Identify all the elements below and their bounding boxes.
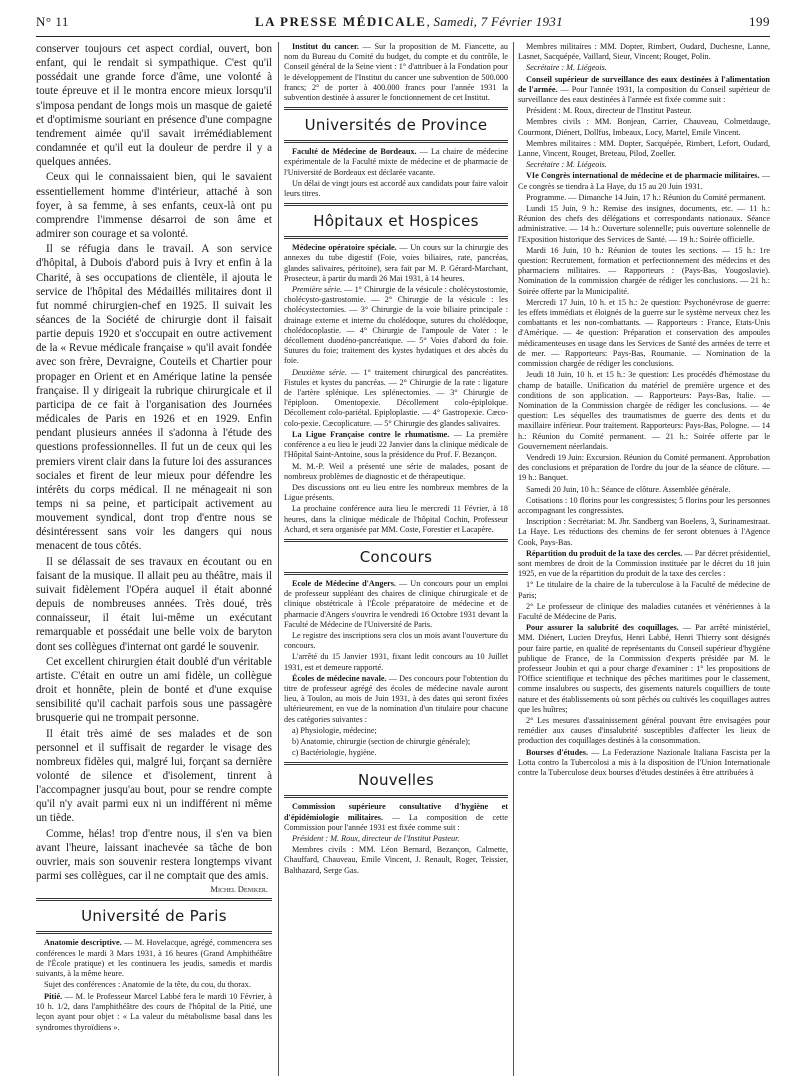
section-rule [284, 762, 508, 765]
notice-title: Anatomie descriptive. [44, 938, 122, 948]
notice-title: Faculté de Médecine de Bordeaux. [292, 147, 417, 157]
notice-title: Ecole de Médecine d'Angers. [292, 578, 396, 588]
notice-text: Le registre des inscriptions sera clos un mois avant l'ouverture du concours. [284, 630, 508, 651]
notice-text: Des discussions ont eu lieu entre les nombreux membres de la Ligue présents. [284, 482, 508, 503]
notice-text: — Par décret présidentiel, sont membres de droit de la Commission instituée par le décret du 18 juin 1925, en vue de la répartition du produit de la taxe des cercles : [518, 548, 770, 579]
notice-anatomie [36, 938, 272, 979]
notice-text: — La chaire de médecine expérimentale de la Faculté mixte de médecine et de pharmacie de l'Université de Bordeaux est déclarée vacante. [284, 147, 508, 177]
notice-coquillages [518, 623, 770, 715]
notice-title: Écoles de médecine navale. [292, 673, 387, 683]
column-1 [36, 42, 272, 1076]
notice-text: — M. Hovelacque, agrégé, commencera ses conférences le mardi 3 Mars 1931, à 16 heures (Grand Amphithéâtre de l'École pratique) et les continuera les jeudis, samedis et mardis suivants, à la même heure. [36, 938, 272, 979]
section-title-concours: Concours [359, 547, 433, 566]
notice-text: Programme. — Dimanche 14 Juin, 17 h.: Réunion du Comité permanent. [526, 192, 766, 202]
notice-text: — Un cours sur la chirurgie des annexes du tube digestif (Foie, voies biliaires, rate, pancréas, glandes salivaires, péritoine), sera fait par M. P. Gérard-Marchant, Prosecteur, à partir du mardi 26 Mai 1931, à 14 heures. [284, 243, 508, 283]
notice-text: Secrétaire : M. Liégeois. [526, 63, 607, 73]
notice-text: — Par arrêté ministériel, MM. Diénert, Lucien Dreyfus, Henri Labbé, Henri Thierry sont désignés pour faire partie, en qualité de représentants du Conseil supérieur d'hygiène publique de France, de la Commission d'experts présidée par M. le professeur Joubin et qui a pour charge d'examiner : 1° les propositions de l'Office scientifique et technique des pêches maritimes pour le classement, comme insalubres ou suspects, des gisements naturels coquilliers de toute nature et des établissements où sont pêchés ou cultivés les coquillages autres que les huîtres; [518, 623, 770, 714]
list-item: 1° Le titulaire de la chaire de la tuberculose à la Faculté de médecine de Paris; [518, 580, 770, 600]
notice-congres [518, 171, 770, 191]
notice-text: — M. le Professeur Marcel Labbé fera le mardi 10 Février, à 10 h. 1/2, dans l'amphithéâtre des cours de l'hôpital de la Pitié, une leçon ayant pour objet : « La valeur du métabolisme basal dans les syndromes thyroïdiens ». [36, 991, 272, 1032]
page-header [36, 14, 770, 36]
notice-text: Samedi 20 Juin, 10 h.: Séance de clôture. Assemblée générale. [526, 484, 731, 494]
list-item: b) Anatomie, chirurgie (section de chirurgie générale); [292, 736, 471, 746]
column-rule-1 [278, 42, 279, 1076]
notice-navale [284, 674, 508, 725]
notice-text: — Sur la proposition de M. Fiancette, au nom du Bureau du Comité du budget, du compte et du contrôle, le Conseil général de la Seine vient : 1° d'attribuer à la Fondation pour le développement de l'Institut du cancer une subvention de 500.000 francs; 2° de porter à 400.000 francs pour l'année 1931 la subvention destinée à assurer le fonctionnement de cet Institut. [284, 42, 508, 103]
notice-title: Commission supérieure consultative d'hygiène et d'épidémiologie militaires. [284, 802, 508, 822]
notice-text: Membres militaires : MM. Dopter, Sacquépée, Rimbert, Lefort, Oudard, Lanne, Vincent, Rouget, Breteau, Pilod, Zoeller. [518, 138, 770, 159]
section-rule [284, 539, 508, 542]
notice-ligue [284, 430, 508, 461]
list-item: 2° Les mesures d'assainissement général pouvant être envisagées pour remédier aux causes d'insalubrité susceptibles d'affecter les lieux de production des coquillages destinés à la consommation. [518, 716, 770, 746]
section-rule [284, 107, 508, 110]
header-rule [36, 36, 770, 37]
notice-text: Un délai de vingt jours est accordé aux candidats pour faire valoir leurs titres. [284, 178, 508, 199]
notice-cancer [284, 42, 508, 103]
notice-text: — Pour l'année 1931, la composition du Conseil supérieur de surveillance des eaux destinées à l'armée est fixée comme suit : [518, 84, 770, 105]
column-2 [284, 42, 508, 1076]
list-item: c) Bactériologie, hygiène. [292, 748, 377, 758]
section-rule [284, 203, 508, 206]
notice-text: L'arrêté du 15 Janvier 1931, fixant ledit concours au 10 Juillet 1931, est et demeure rapporté. [284, 652, 508, 672]
notice-text: — Des concours pour l'obtention du titre de professeur agrégé des écoles de médecine navale auront lieu, à Toulon, au mois de Juin 1931, à des dates qui seront fixées ultérieurement, en vue de la nomination d'un titulaire pour chacune des catégories suivantes : [284, 673, 508, 724]
notice-title: Pour assurer la salubrité des coquillages. [526, 623, 679, 633]
notice-bourses [518, 748, 770, 779]
obituary-paragraph: Il se délassait de ses travaux en écoutant ou en faisant de la musique. Il allait peu au théâtre, mais il suivait fidèlement l'Opéra auquel il était abonné depuis de nombreuses années. Très doué, très connaisseur, il était lui-même un exécutant remarquable et possédait une belle voix de baryton dont ses collègues d'internat ont gardé le souvenir. [36, 555, 272, 653]
notice-text: M. M.-P. Weil a présenté une série de malades, posant de nombreux problèmes de diagnostic et de thérapeutique. [284, 461, 508, 481]
notice-pitie [36, 992, 272, 1033]
section-rule [284, 236, 508, 239]
notice-text: Vendredi 19 Juin: Excursion. Réunion du Comité permanent. Approbation des conclusions et préparation de l'ordre du jour de la séance de clôture. — 19 h.: Banquet. [518, 452, 770, 483]
notice-title: Conseil supérieur de surveillance des eaux destinées à l'alimentation de l'armée. [518, 74, 770, 94]
column-rule-2 [513, 42, 514, 1076]
section-title-hopitaux: Hôpitaux et Hospices [313, 212, 479, 231]
notice-text: Lundi 15 Juin, 9 h.: Remise des insignes, documents, etc. — 11 h.: Réunion des chefs des délégations et correspondants nationaux. Séance administrative. — 14 h.: Ouverture solennelle; puis ouverture solennelle de l'Exposition historique des Services de Santé. — 19 h.: Soirée officielle. [518, 204, 770, 244]
notice-text: Président : M. Roux, directeur de l'Institut Pasteur. [292, 833, 460, 843]
obituary-paragraph: Il se réfugia dans le travail. A son service d'hôpital, à Dubois d'abord puis à Ivry et enfin à la Charité, à ses occupations de clientèle, il ajouta le service de l'hôpital des Médaillés militaires dont il fut nommé chirurgien-chef en 1925. Il suivait les séances de la Société de chirurgie dont il faisait partie depuis 1920 et s'occupait en outre activement de la « Revue médicale française » qu'il avait fondée avec son frère, Devraigne, Couteils et Chartier pour propager en Orient et en Amérique latine la pensée française. Il y dirigeait la rubrique chirurgicale et il participa de ce fait à l'organisation des Journées médicales de Paris en 1926 et en 1929. Enfin pendant plusieurs années il s'adonna à l'étude des questions professionnelles. Il fut un de ceux qui les premiers virent clair dans la future loi des assurances sociales et firent de leur mieux pour défendre les intérêts du corps médical. Il ne ménageait ni son temps ni sa peine, et participait activement au mouvement syndical, dont trop d'entre nous se désintéressent sans voir les dangers qui nous menacent de tous côtés. [36, 243, 272, 553]
notice-title: Institut du cancer. [292, 42, 359, 51]
notice-title: La Ligue Française contre le rhumatisme. [292, 429, 450, 439]
list-item: 2° Le professeur de clinique des maladies cutanées et vénériennes à la Faculté de Médecine de Paris. [518, 601, 770, 621]
notice-text: — La Federazione Nazionale Italiana Fascista per la Lotta contro la Tubercolosi a mis à la disposition de l'Union Internationale contre la Tuberculose deux bourses d'études destinées à être attribuées à [518, 747, 770, 778]
notice-text: — Ce congrès se tiendra à La Haye, du 15 au 20 Juin 1931. [518, 171, 770, 191]
notice-title: Médecine opératoire spéciale. [292, 243, 397, 253]
notice-text: Jeudi 18 Juin, 10 h. et 15 h.: 3e question: Les procédés d'hémostase du champ de bataille. Unification du matériel de première urgence et des conditions de son application. — Rapporteurs: Pays-Bas, Italie. — Nomination de la Commission chargée de rédiger les conclusions. — 4e question: Les séquelles des traumatismes de guerre des dents et du maxillaire inférieur. Pour traitement. Rapporteurs: Pays-Bas, Pologne. — 14 h.: Réunion du Comité permanent. — 21 h.: Soirée offerte par le Gouvernement néerlandais. [518, 370, 770, 451]
notice-title: Bourses d'études. [526, 747, 588, 757]
obituary-paragraph: Il était très aimé de ses malades et de son personnel et il suffisait de regarder le visage des nombreux fidèles qui, malgré lui, forçant sa dernière volonté de silence et d'isolement, tinrent à l'accompagner jusqu'au bout, pour se rendre compte qu'il n'y avait parmi eux ni un indifférent ni même un tiède. [36, 727, 272, 825]
section-title-nouvelles: Nouvelles [357, 771, 435, 790]
notice-text: Inscription : Secrétariat: M. Jhr. Sandberg van Boelens, 3, Surinamestraat. La Haye. Les réductions des chemins de fer seront obtenues à l'Agence Cook, Pays-Bas. [518, 517, 770, 547]
notice-bordeaux [284, 147, 508, 178]
notice-text: Mercredi 17 Juin, 10 h. et 15 h.: 2e question: Psychonévrose de guerre: les effets immédiats et éloignés de la guerre sur le système nerveux chez les combattants et les non-combattants. — Rapporteurs : France, Etats-Unis d'Amérique. — 4e question: Préparation et conservation des ampoules médicamenteuses en usage dans les Services de Santé des armées de terre et de mer. — Rapporteurs: Pays-Bas, Roumanie. — Nomination de la commission chargée de rédiger les conclusions. [518, 297, 770, 369]
notice-commission [284, 802, 508, 833]
notice-text: Secrétaire : M. Liégeois. [526, 160, 607, 170]
issue-date: , Samedi, 7 Février 1931 [426, 14, 563, 29]
notice-text: Membres civils : MM. Bonjean, Carrier, Chauveau, Colmetdauge, Courmont, Diénert, Dollfus, Imbeaux, Locy, Martel, Emile Vincent. [518, 117, 770, 137]
section-rule [284, 572, 508, 575]
notice-title: Répartition du produit de la taxe des cercles. [526, 548, 683, 558]
notice-eaux [518, 75, 770, 106]
section-rule [284, 140, 508, 143]
notice-angers [284, 579, 508, 630]
journal-name: LA PRESSE MÉDICALE [254, 14, 427, 29]
page-number: 199 [748, 14, 770, 29]
author-signature: Michel Deniker. [210, 884, 268, 895]
notice-text: — Un concours pour un emploi de professeur suppléant des chaires de clinique chirurgicale et de clinique obstétricale à l'École préparatoire de médecine et de pharmacie d'Angers s'ouvrira le vendredi 16 Octobre 1931 devant la Faculté de Médecine de l'Université de Paris. [284, 578, 508, 629]
notice-serie-1 [284, 285, 508, 367]
notice-text: Mardi 16 Juin, 10 h.: Réunion de toutes les sections. — 15 h.: 1re question: Recrutement, formation et perfectionnement des médecins et des pharmaciens militaires. — Rapporteurs : (Pays-Bas, Yougoslavie). Nomination de la commission chargée de rédiger les conclusions. — 21 h.: Soirée offerte par la Municipalité. [518, 245, 770, 296]
notice-text: Cotisations : 10 florins pour les congressistes; 5 florins pour les personnes accompagnant les congressistes. [518, 495, 770, 515]
journal-title [255, 14, 563, 30]
serie-label: Deuxième série. [292, 367, 347, 377]
section-rule [36, 898, 272, 901]
section-title-universites-province: Universités de Province [304, 116, 488, 135]
notice-medecine-operatoire [284, 243, 508, 284]
obituary-paragraph: Comme, hélas! trop d'entre nous, il s'en va bien avant l'heure, laissant inachevée sa tâche de bon ouvrier, mais son souvenir restera longtemps vivant parmi ses collègues, car il ne comptait que des amis. [36, 827, 272, 883]
obituary-paragraph: conserver toujours cet aspect cordial, ouvert, bon enfant, qui le rendait si sympathique. C'est qu'il possédait une grande force d'âme, une volonté à toute épreuve et il le montra encore mieux lorsqu'il s'imposa pendant de longs mois un masque de gaieté et d'optimisme souriant en présence d'une compagne tendrement aimée qu'il savait irrémédiablement condamnée et qu'il eut la douleur de perdre il y a quelques années. [36, 43, 272, 169]
notice-text: Membres militaires : MM. Dopter, Rimbert, Oudard, Duchesne, Lanne, Lasnet, Sacquépée, Vaillard, Sieur, Vincent; Rouget, Polin. [518, 42, 770, 62]
notice-text: — La composition de cette Commission pour l'année 1931 est fixée comme suit : [284, 812, 508, 832]
obituary-paragraph: Cet excellent chirurgien était doublé d'un véritable artiste. C'était en outre un ami fidèle, un collègue droit et honnête, plein de bonté et d'une exquise sensibilité qu'il cachait parfois sous une passagère brusquerie qui ne trompait personne. [36, 655, 272, 725]
notice-title: VIe Congrès international de médecine et de pharmacie militaires. [526, 171, 760, 181]
obituary-paragraph: Ceux qui le connaissaient bien, qui le savaient essentiellement homme d'intérieur, attaché à son foyer, à sa femme, à ses enfants, ceux-là ont pu comprendre l'immense désarroi de son âme et admirer son courage et sa volonté. [36, 171, 272, 241]
notice-serie-2 [284, 368, 508, 429]
notice-text: La prochaine conférence aura lieu le mercredi 11 Février, à 18 heures, dans la clinique médicale de l'hôpital Cochin, Professeur Achard, et sera organisée par MM. Coste, Forestier et Lacapère. [284, 504, 508, 534]
section-rule [36, 931, 272, 934]
serie-label: Première série. [292, 285, 343, 295]
notice-text: — 1° Chirurgie de la vésicule : cholécystostomie, cholécysto-gastrostomie. — 2° Chirurgie de la vésicule : les cholécystectomies. — 3° Chirurgie de la voie biliaire principale : drainage externe et interne du cholédoque, sutures du cholédoque, cholédocoplastie. — 4° Chirurgie de l'ampoule de Vater : le décollement duodéno-pancréatique. — 5° Voies d'abord du foie. Sutures du foie; traitement des kystes hydatiques et des abcès du foie. [284, 285, 508, 366]
list-item: a) Physiologie, médecine; [292, 725, 377, 735]
column-3 [518, 42, 770, 1076]
issue-number: N° 11 [36, 14, 69, 29]
section-title-universite-paris: Université de Paris [81, 907, 227, 926]
notice-taxe [518, 549, 770, 580]
notice-text: — La première conférence a eu lieu le jeudi 22 Janvier dans la clinique médicale de l'Hôpital Saint-Antoine, sous la présidence du Prof. F. Bezançon. [284, 429, 508, 460]
section-rule [284, 795, 508, 798]
notice-text: Membres civils : MM. Léon Bernard, Bezançon, Calmette, Chauffard, Chauveau, Emile Vincent, J. Renault, Roger, Teissier, Balthazard, Serge Gas. [284, 845, 508, 875]
notice-text: Président : M. Roux, directeur de l'Institut Pasteur. [526, 106, 692, 116]
notice-text: Sujet des conférences : Anatomie de la tête, du cou, du thorax. [44, 980, 251, 990]
notice-title: Pitié. [44, 991, 63, 1001]
notice-text: — 1° traitement chirurgical des pancréatites. Fistules et kystes du pancréas. — 2° Chirurgie de la rate : ligature de l'artère splénique. Les splénectomies. — 3° Chirurgie de l'épiploon. Omentopexie. Décollement colo-épiploïque. Décollement colo-pariétal. Epiploplastie. — 4° Gastropexie. Cæco-colo-pexie. Cæcoplicature. — 5° Chirurgie des glandes salivaires. [284, 367, 508, 428]
